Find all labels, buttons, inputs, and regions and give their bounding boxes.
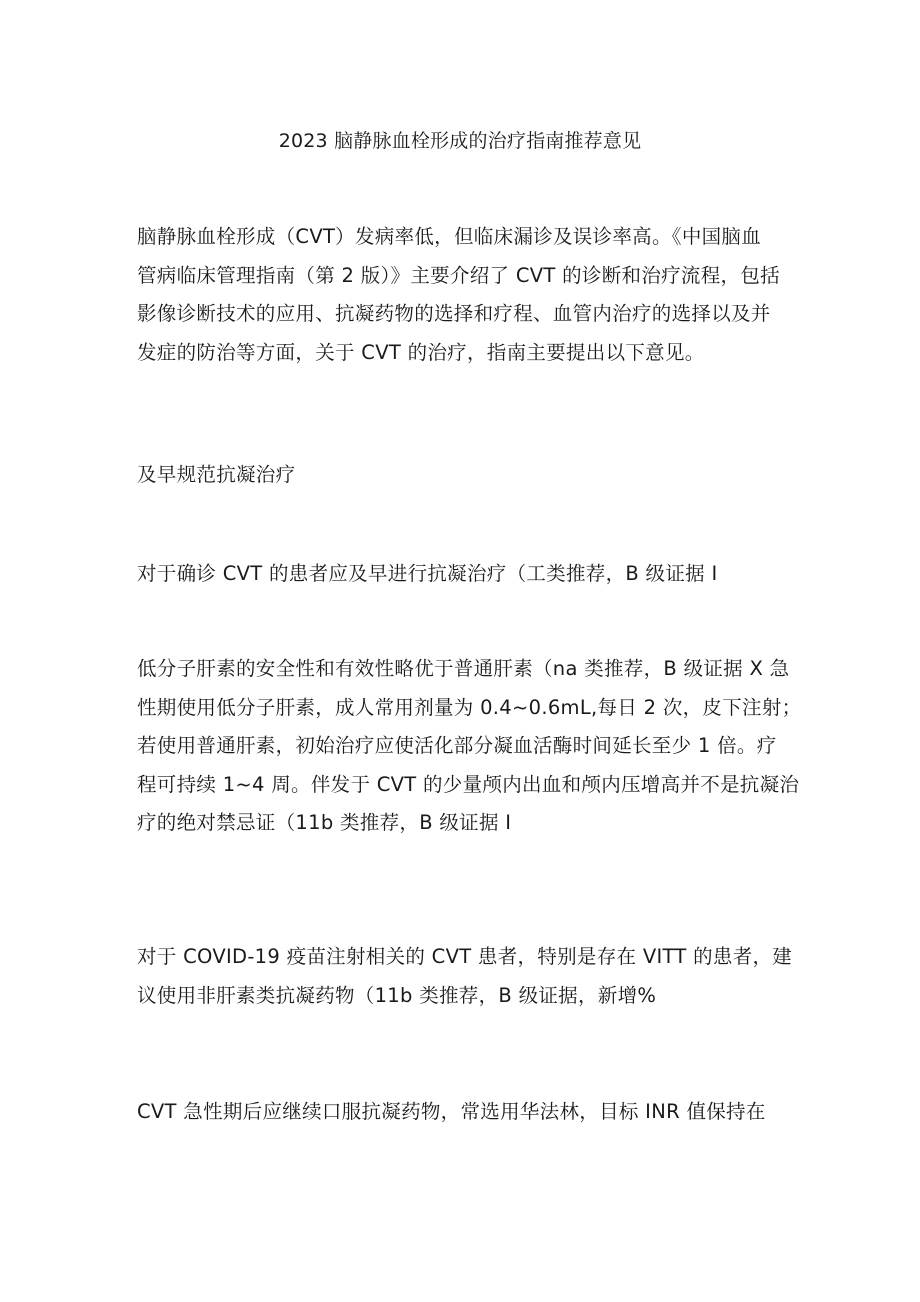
text-line: 对于确诊 CVT 的患者应及早进行抗凝治疗（工类推荐，B 级证据 I [137, 562, 718, 585]
paragraph-heparin [137, 650, 802, 843]
text-line: 低分子肝素的安全性和有效性略优于普通肝素（na 类推荐，B 级证据 X 急 [137, 657, 790, 680]
paragraph-intro [137, 218, 797, 372]
text-line: 疗的绝对禁忌证（11b 类推荐，B 级证据 I [137, 811, 512, 834]
text-line: 程可持续 1~4 周。伴发于 CVT 的少量颅内出血和颅内压增高并不是抗凝治 [137, 772, 800, 796]
text-line: 发症的防治等方面，关于 CVT 的治疗，指南主要提出以下意见。 [137, 340, 705, 364]
text-line: 性期使用低分子肝素，成人常用剂量为 0.4~0.6mL,每日 2 次，皮下注射； [137, 695, 802, 719]
text-line: 及早规范抗凝治疗 [137, 463, 296, 486]
paragraph-covid-vaccine [137, 938, 797, 1015]
paragraph-early-anticoagulation [137, 555, 797, 594]
document-title: 2023 脑静脉血栓形成的治疗指南推荐意见 [278, 130, 642, 152]
text-line: 若使用普通肝素，初始治疗应使活化部分凝血活酶时间延长至少 1 倍。疗 [137, 734, 777, 757]
text-line: CVT 急性期后应继续口服抗凝药物，常选用华法林，目标 INR 值保持在 [137, 1100, 766, 1123]
text-line: 影像诊断技术的应用、抗凝药物的选择和疗程、血管内治疗的选择以及并 [137, 302, 771, 325]
section-heading [137, 456, 797, 495]
text-line: 对于 COVID-19 疫苗注射相关的 CVT 患者，特别是存在 VITT 的患者，建 [137, 945, 793, 968]
text-line: 管病临床管理指南（第 2 版）》主要介绍了 CVT 的诊断和治疗流程，包括 [137, 263, 780, 287]
text-line: 议使用非肝素类抗凝药物（11b 类推荐，B 级证据，新增% [137, 983, 657, 1007]
text-line: 脑静脉血栓形成（CVT）发病率低，但临床漏诊及误诊率高。《中国脑血 [137, 225, 762, 248]
paragraph-oral-anticoagulant [137, 1093, 797, 1132]
